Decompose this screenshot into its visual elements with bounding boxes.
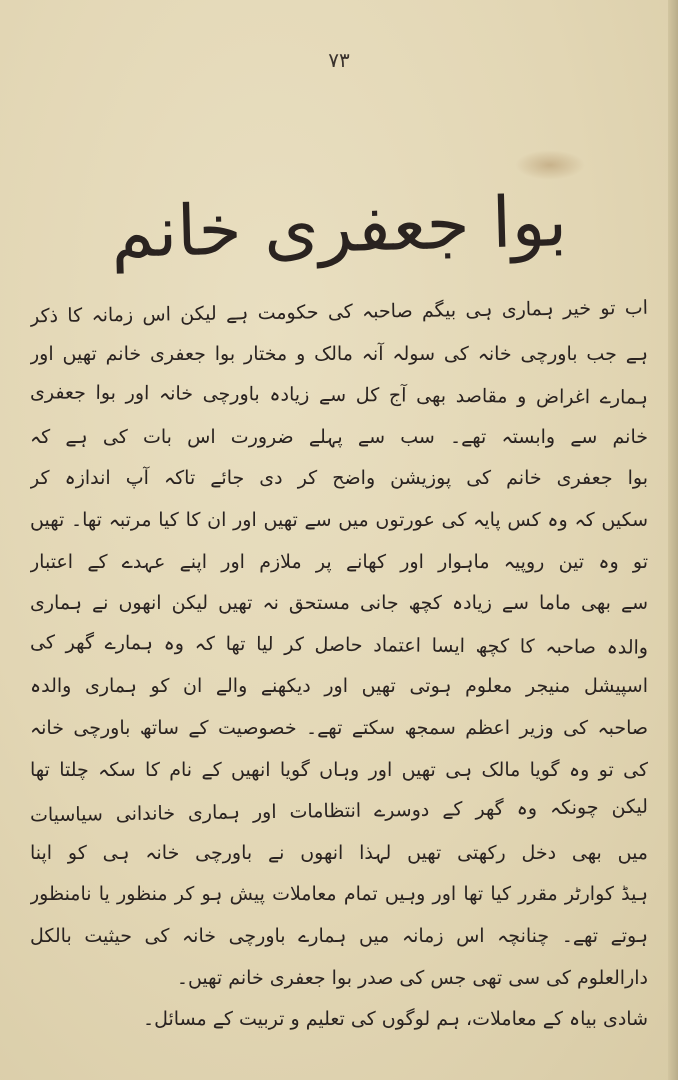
text-line: اسپیشل منیجر معلوم ہوتی تھیں اور دیکھنے والے ان کو ہماری والدہ bbox=[30, 675, 648, 698]
text-line: ہے جب باورچی خانہ کی سولہ آنہ مالک و مختار بوا جعفری خانم تھیں اور bbox=[30, 342, 648, 365]
text-line: میں بھی دخل رکھتی تھیں لہذا انھوں نے باورچی خانہ ہی کو اپنا bbox=[30, 841, 648, 864]
text-line: سکیں کہ وہ کس پایہ کی عورتوں میں سے تھیں اور ان کا کیا مرتبہ تھا۔ تھیں bbox=[30, 508, 648, 531]
text-line: والدہ صاحبہ کا کچھ ایسا اعتماد حاصل کر لیا تھا کہ وہ ہمارے گھر کی bbox=[29, 631, 649, 659]
text-line: اب تو خیر ہماری ہی بیگم صاحبہ کی حکومت ہے لیکن اس زمانہ کا ذکر bbox=[29, 296, 649, 328]
page-number: ۷۳ bbox=[328, 48, 350, 72]
text-line: لیکن چونکہ وہ گھر کے دوسرے انتظامات اور ہماری خاندانی سیاسیات bbox=[29, 795, 649, 827]
text-line: تو وہ تین روپیہ ماہوار اور کھانے پر ملازم اور اپنے عہدے کے اعتبار bbox=[30, 550, 648, 573]
page-title: بوا جعفری خانم bbox=[109, 180, 569, 274]
text-line: کی تو وہ گویا مالک ہی تھیں اور وہاں گویا انھیں کے نام کا سکہ چلتا تھا bbox=[30, 758, 648, 781]
text-line: سے بھی ماما سے زیادہ کچھ جانی مستحق نہ تھیں لیکن انھوں نے ہماری bbox=[30, 592, 648, 615]
body-text bbox=[30, 292, 648, 1041]
text-line: ہوتے تھے۔ چنانچہ اس زمانہ میں ہمارے باورچی خانہ کی حیثیت بالکل bbox=[30, 924, 648, 947]
text-line: صاحبہ کی وزیر اعظم سمجھ سکتے تھے۔ خصوصیت کے ساتھ باورچی خانہ bbox=[30, 716, 648, 739]
text-line: ہیڈ کوارٹر مقرر کیا تھا اور وہیں تمام معاملات پیش ہو کر منظور یا نامنظور bbox=[30, 883, 648, 906]
page-edge bbox=[668, 0, 678, 1080]
text-line: شادی بیاہ کے معاملات، ہم لوگوں کی تعلیم و تربیت کے مسائل۔ bbox=[143, 1008, 648, 1031]
text-line: خانم سے وابستہ تھے۔ سب سے پہلے ضرورت اس بات کی ہے کہ bbox=[30, 425, 648, 448]
text-line: دارالعلوم کی سی تھی جس کی صدر بوا جعفری خانم تھیں۔ bbox=[176, 966, 648, 989]
text-line: بوا جعفری خانم کی پوزیشن واضح کر دی جائے تاکہ آپ اندازہ کر bbox=[30, 467, 648, 490]
text-line: ہمارے اغراض و مقاصد بھی آج کل سے زیادہ باورچی خانہ اور بوا جعفری bbox=[29, 381, 649, 409]
